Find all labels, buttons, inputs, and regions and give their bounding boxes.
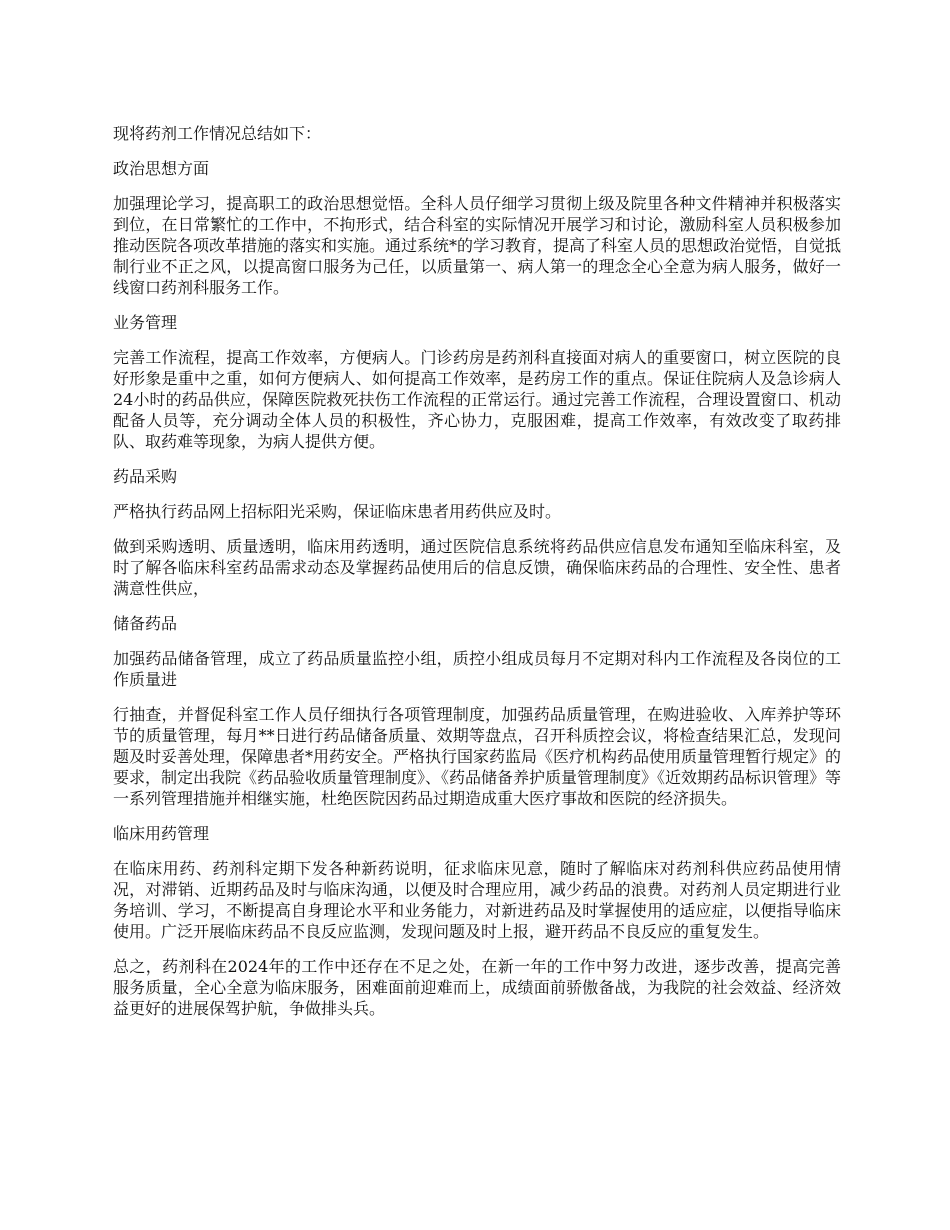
section-heading-procurement: 药品采购 — [113, 467, 178, 486]
document-page — [113, 123, 841, 1033]
political-paragraph: 加强理论学习，提高职工的政治思想觉悟。全科人员仔细学习贯彻上级及院里各种文件精神并积极落实到位，在日常繁忙的工作中，不拘形式，结合科室的实际情况开展学习和讨论，激励科室人员积极参加推动医院各项改革措施的落实和实施。通过系统*的学习教育，提高了科室人员的思想政治觉悟，自觉抵制行业不正之风，以提高窗口服务为己任，以质量第一、病人第一的理念全心全意为病人服务，做好一线窗口药剂科服务工作。 — [113, 194, 842, 297]
section-heading-business: 业务管理 — [113, 313, 178, 332]
section-heading-political: 政治思想方面 — [113, 159, 210, 178]
procurement-paragraph-1: 严格执行药品网上招标阳光采购，保证临床患者用药供应及时。 — [113, 502, 562, 521]
clinical-paragraph: 在临床用药、药剂科定期下发各种新药说明，征求临床见意，随时了解临床对药剂科供应药品使用情况，对滞销、近期药品及时与临床沟通，以便及时合理应用，减少药品的浪费。对药剂人员定期进行业务培训、学习，不断提高自身理论水平和业务能力，对新进药品及时掌握使用的适应症，以便指导临床使用。广泛开展临床药品不良反应监测，发现问题及时上报，避开药品不良反应的重复发生。 — [113, 859, 841, 941]
section-heading-clinical: 临床用药管理 — [113, 824, 210, 843]
storage-paragraph-2: 行抽查，并督促科室工作人员仔细执行各项管理制度，加强药品质量管理，在购进验收、入库养护等环节的质量管理，每月**日进行药品储备质量、效期等盘点，召开科质控会议，将检查结果汇总，发现问题及时妥善处理，保障患者*用药安全。严格执行国家药监局《医疗机构药品使用质量管理暂行规定》的要求，制定出我院《药品验收质量管理制度》、《药品储备养护质量管理制度》《近效期药品标识管理》等一系列管理措施并相继实施，杜绝医院因药品过期造成重大医疗事故和医院的经济损失。 — [113, 705, 842, 808]
business-paragraph: 完善工作流程，提高工作效率，方便病人。门诊药房是药剂科直接面对病人的重要窗口，树立医院的良好形象是重中之重，如何方便病人、如何提高工作效率，是药房工作的重点。保证住院病人及急诊病人24小时的药品供应，保障医院救死扶伤工作流程的正常运行。通过完善工作流程，合理设置窗口、机动配备人员等，充分调动全体人员的积极性，齐心协力，克服困难，提高工作效率，有效改变了取药排队、取药难等现象，为病人提供方便。 — [113, 348, 841, 451]
section-heading-storage: 储备药品 — [113, 614, 178, 633]
procurement-paragraph-2: 做到采购透明、质量透明，临床用药透明，通过医院信息系统将药品供应信息发布通知至临床科室，及时了解各临床科室药品需求动态及掌握药品使用后的信息反馈，确保临床药品的合理性、安全性、患者满意性供应， — [113, 537, 841, 598]
conclusion-paragraph: 总之，药剂科在2024年的工作中还存在不足之处，在新一年的工作中努力改进，逐步改善，提高完善服务质量，全心全意为临床服务，困难面前迎难而上，成绩面前骄傲备战，为我院的社会效益、经济效益更好的进展保驾护航，争做排头兵。 — [113, 957, 841, 1018]
intro-paragraph: 现将药剂工作情况总结如下： — [113, 124, 322, 143]
storage-paragraph-1: 加强药品储备管理，成立了药品质量监控小组，质控小组成员每月不定期对科内工作流程及各岗位的工作质量进 — [113, 649, 841, 689]
